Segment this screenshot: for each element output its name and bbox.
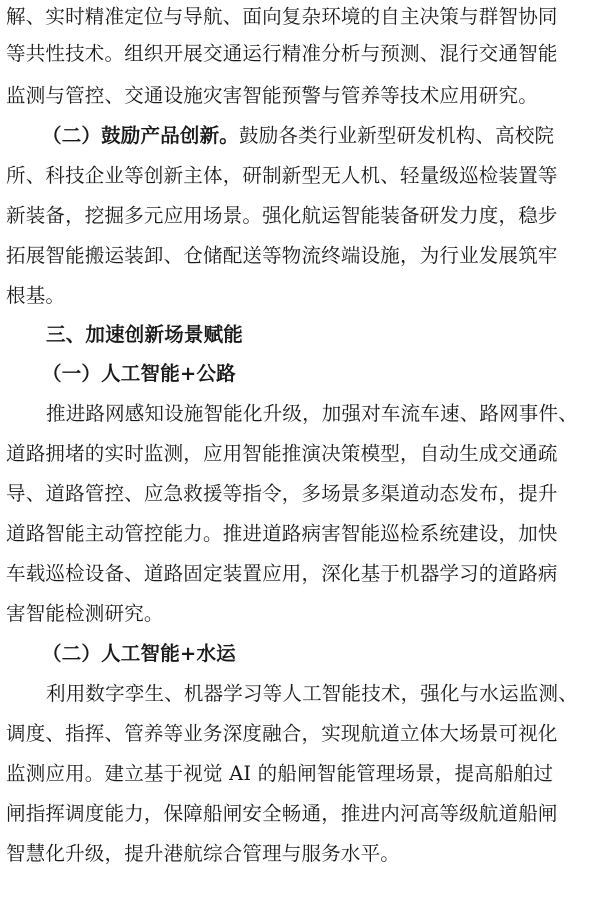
paragraph-line: 根基。 (6, 284, 66, 307)
paragraph-line: 智慧化升级，提升港航综合管理与服务水平。 (6, 842, 401, 865)
paragraph-line: 利用数字孪生、机器学习等人工智能技术，强化与水运监测、 (46, 682, 578, 705)
paragraph-line: 所、科技企业等创新主体，研制新型无人机、轻量级巡检装置等 (6, 164, 558, 187)
paragraph-line: 解、实时精准定位与导航、面向复杂环境的自主决策与群智协同 (6, 5, 558, 28)
paragraph-line: 导、道路管控、应急救援等指令，多场景多渠道动态发布，提升 (6, 482, 558, 505)
paragraph-line: 推进路网感知设施智能化升级，加强对车流车速、路网事件、 (46, 402, 578, 425)
paragraph-line: 道路拥堵的实时监测，应用智能推演决策模型，自动生成交通疏 (6, 442, 558, 465)
paragraph-line: （二）鼓励产品创新。鼓励各类行业新型研发机构、高校院 (42, 124, 555, 147)
paragraph-line: 车载巡检设备、道路固定装置应用，深化基于机器学习的道路病 (6, 562, 558, 585)
paragraph-line: 拓展智能搬运装卸、仓储配送等物流终端设施，为行业发展筑牢 (6, 244, 558, 267)
paragraph-line: 新装备，挖掘多元应用场景。强化航运智能装备研发力度，稳步 (6, 204, 558, 227)
paragraph-line: 监测与管控、交通设施灾害智能预警与管养等技术应用研究。 (6, 84, 538, 107)
paragraph-line: 道路智能主动管控能力。推进道路病害智能巡检系统建设，加快 (6, 522, 558, 545)
paragraph-line: 害智能检测研究。 (6, 602, 164, 625)
section-heading-inline: （二）鼓励产品创新。 (42, 124, 240, 147)
section-heading: 三、加速创新场景赋能 (46, 323, 244, 346)
paragraph-line: 调度、指挥、管养等业务深度融合，实现航道立体大场景可视化 (6, 722, 558, 745)
paragraph-line: 等共性技术。组织开展交通运行精准分析与预测、混行交通智能 (6, 42, 558, 65)
paragraph-line: 监测应用。建立基于视觉 AI 的船闸智能管理场景，提高船舶过 (6, 762, 554, 785)
subsection-heading: （一）人工智能+公路 (42, 362, 236, 385)
paragraph-line: 闸指挥调度能力，保障船闸安全畅通，推进内河高等级航道船闸 (6, 802, 558, 825)
subsection-heading: （二）人工智能+水运 (42, 642, 236, 665)
